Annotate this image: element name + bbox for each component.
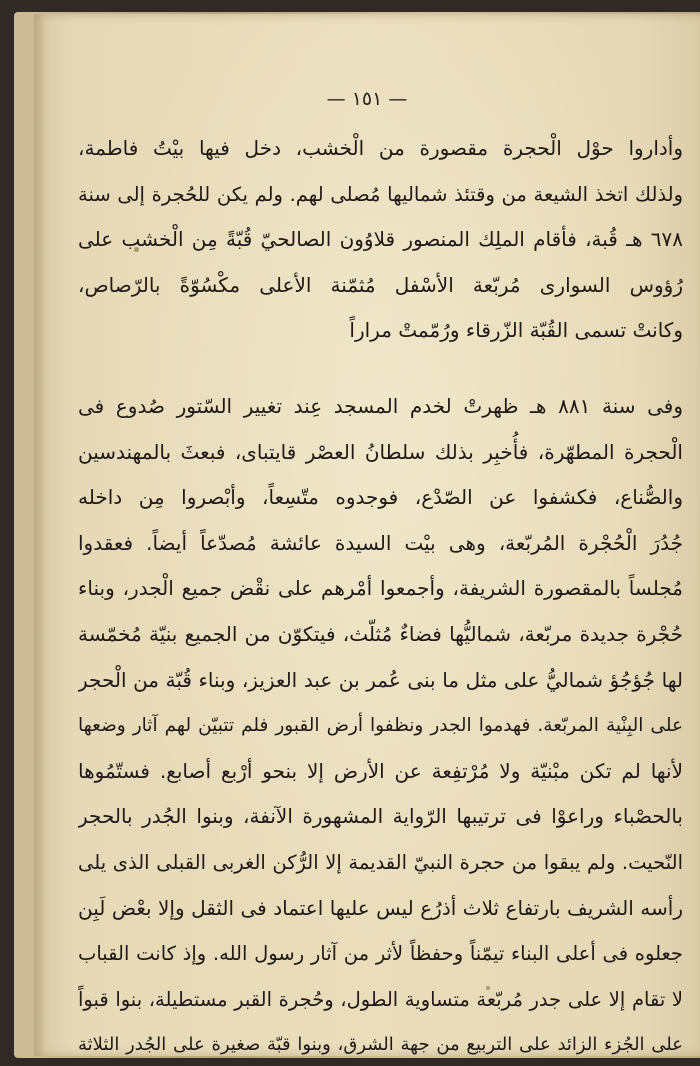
text-line: النّحيت. ولم يبقوا من حجرة النبيّ القديمة إلا الرُّكن الغربى القبلى الذى يلى (78, 850, 683, 874)
text-line: الْحجرة المطهّرة، فأُخبِر بذلك سلطانُ العصْر قايتباى، فبعثَ بالمهندسين (78, 439, 683, 464)
text-line: وأداروا حوْل الْحجرة مقصورة من الْخشب، دخل فيها بيْتُ فاطمة، (78, 136, 683, 160)
text-line: ولذلك اتخذ الشيعة من وقتئذ شماليها مُصلى لهم. ولم يكن للحُجرة إلى سنة (78, 182, 683, 206)
text-line: على الجُزء الزائد على التربيع من جهة الشرق، وبنوا قبّة صغيرة على الجُدر الثلاثة (78, 1034, 683, 1056)
paragraph-2 (78, 384, 683, 1066)
text-line: وفى سنة ٨٨١ هـ ظهرتْ لخدم المسجد عِند تغيير السّتور صُدوع فى (78, 393, 683, 418)
page-number: — ١٥١ — (326, 88, 408, 110)
text-line: جُدُرَ الْحُجْرة المُربّعة، وهى بيْت السيدة عائشة مُصدّعاً أيضاً. فعقدوا (78, 530, 683, 555)
text-line: لا تقام إلا على جدر مُربّعة متساوية الطول، وحُجرة القبر مستطيلة، بنوا قبواً (78, 987, 683, 1011)
paper-spot (486, 986, 490, 990)
book-page (34, 14, 700, 1056)
paragraph-gap (78, 354, 683, 384)
text-line: لأنها لم تكن مبْنيّة ولا مُرْتفِعة عن الأرض إلا بنحو أرْبع أصابع. فستّمُوها (78, 758, 683, 783)
text-line: على البِنْية المربّعة. فهدموا الجدر ونظفوا أرض القبور فلم تتبيّن لهم آثار وضعها (78, 715, 683, 737)
body-text (78, 126, 683, 1066)
text-line: مُجلساً بالمقصورة الشريفة، وأجمعوا أمْرهم على نقْض جميع الْجدر، وبناء (78, 576, 683, 601)
text-line: جعلوه فى أعلى البناء تيمّناً وحفظاً لأثر من آثار رسول الله. وإذ كانت القباب (78, 942, 683, 966)
text-line: وكانتْ تسمى القُبّة الزّرقاء ورُمّمتْ مراراً (349, 318, 683, 343)
text-line: بالحصْباء وراعوْا فى ترتيبها الرّواية المشهورة الآنفة، وبنوا الجُدر بالحجر (78, 804, 683, 829)
text-line: رأسه الشريف بارتفاع ثلاث أذرُع ليس عليها اعتماد فى الثقل وإلا بعْض لَبِن (78, 895, 683, 920)
text-line: ٦٧٨ هـ قُبة، فأقام الملِك المنصور قلاوُون الصالحيّ قُبّةً مِن الْخشب على (78, 227, 683, 252)
text-line: لها جُؤجُؤ شماليُّ على مثل ما بنى عُمر بن عبد العزيز، وبناء قُبّة من الْحجر (78, 667, 683, 692)
paper-spot (134, 247, 139, 252)
text-line: رُؤوس السوارى مُربّعة الأسْفل مُثمّنة الأعلى مكْسُوّةً بالرّصاص، (78, 272, 683, 297)
text-line: حُجْرة جديدة مربّعة، شماليُّها فضاءٌ مُثلّث، فيتكوّن من الجميع بنيّة مُخمّسة (78, 621, 683, 646)
paragraph-1 (78, 126, 683, 354)
text-line: والصُّناع، فكشفوا عن الصّدْع، فوجدوه متّسِعاً، وأبْصروا مِن داخله (78, 485, 683, 510)
